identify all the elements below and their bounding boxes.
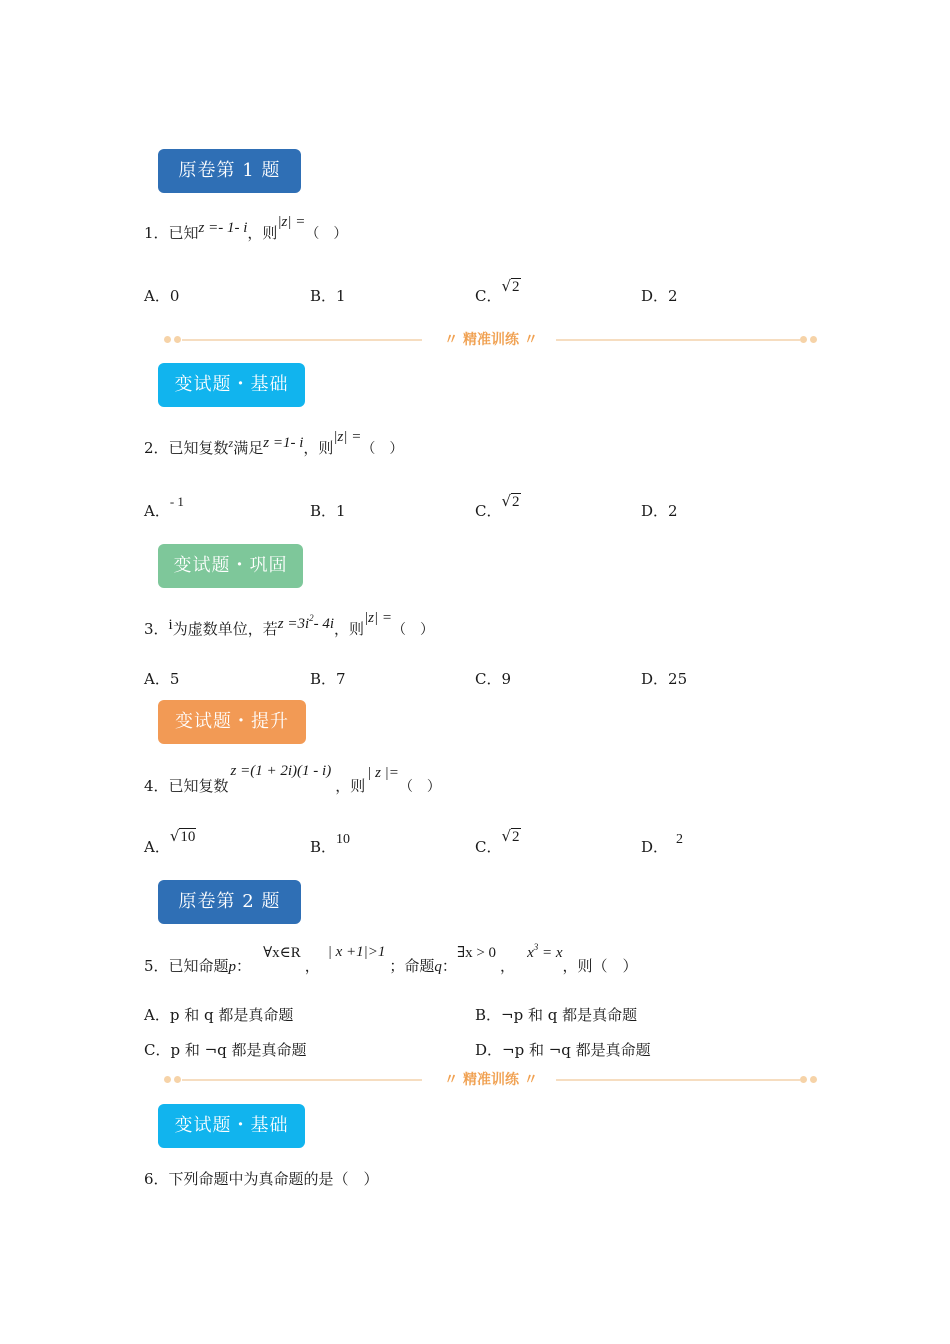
q4-number: 4．已知复数 — [144, 777, 229, 795]
q5-forall: ∀x∈R — [263, 945, 301, 961]
q5-cube-base: x — [527, 945, 534, 961]
q5-comma2: ， — [500, 957, 516, 975]
q3-option-b: B．7 — [310, 670, 346, 688]
section-badge-improve: 变试题・提升 — [158, 700, 306, 744]
q4-equation: z =(1 + 2i)(1 - i) — [230, 763, 332, 779]
question-5 — [144, 942, 638, 976]
q2-option-d: D．2 — [641, 502, 678, 520]
q1-option-a: A．0 — [144, 287, 180, 305]
q3-eq-part2: - 4i — [313, 616, 335, 632]
q1-paren: （ ） — [305, 226, 348, 242]
q1-equation: z =- 1- i — [198, 220, 248, 236]
divider-label — [164, 1070, 818, 1090]
q5-cube-exponent: 3 — [533, 942, 539, 952]
q4-option-c — [475, 827, 521, 857]
q3-equation — [277, 613, 335, 632]
q5-option-a: A．p 和 q 都是真命题 — [144, 1006, 294, 1024]
q2-option-c — [475, 492, 521, 521]
section-badge-original-1: 原卷第 1 题 — [158, 149, 301, 193]
q4-then: ，则 — [335, 777, 366, 795]
q3-number: 3． — [144, 620, 169, 638]
q1-option-d: D．2 — [641, 287, 678, 305]
q4-option-d — [641, 832, 684, 857]
q5-cube-rhs: = x — [538, 945, 563, 961]
section-badge-original-2: 原卷第 2 题 — [158, 880, 301, 924]
q2-equation: z =1- i — [263, 435, 304, 451]
q5-colon: ： — [236, 957, 252, 975]
q5-semi: ；命题 — [389, 957, 435, 975]
q2-option-c-label: C． — [475, 502, 502, 520]
divider-precision-training-2 — [164, 1070, 818, 1090]
slash-icon: 〃 — [444, 332, 463, 348]
q4-option-d-value: 2 — [676, 832, 684, 847]
divider-precision-training-1 — [164, 330, 818, 350]
q3-abs: |z| = — [364, 610, 393, 626]
q2-then: ，则 — [303, 439, 334, 457]
divider-label-text: 精准训练 — [463, 1072, 519, 1088]
sqrt-icon: √2 — [501, 827, 520, 845]
q4-option-a-label: A． — [144, 838, 170, 856]
q5-comma: ， — [304, 957, 320, 975]
divider-label-text: 精准训练 — [463, 332, 519, 348]
q1-option-c — [475, 277, 521, 306]
q5-colon2: ： — [441, 957, 457, 975]
sqrt-icon: √2 — [501, 277, 520, 295]
q1-number: 1．已知 — [144, 224, 199, 242]
q4-option-a — [144, 827, 196, 857]
q2-paren: （ ） — [361, 441, 404, 457]
q5-option-d: D．¬p 和 ¬q 都是真命题 — [475, 1041, 651, 1059]
q5-then: ，则（ ） — [562, 957, 638, 975]
q3-option-c: C．9 — [475, 670, 512, 688]
sqrt-icon: √2 — [501, 492, 520, 510]
q4-option-b-value: 10 — [336, 832, 351, 847]
slash-icon: 〃 — [519, 332, 538, 348]
divider-label — [164, 330, 818, 350]
q3-exponent: 2 — [309, 613, 314, 623]
q5-cube — [527, 942, 563, 961]
q2-mid: 满足 — [233, 439, 264, 457]
q4-option-c-value: 2 — [512, 829, 520, 845]
section-badge-consolidate: 变试题・巩固 — [158, 544, 303, 588]
q2-option-a-label: A． — [144, 502, 170, 520]
q4-option-b — [310, 832, 351, 857]
q4-abs: | z |= — [367, 765, 399, 781]
section-badge-basic-2: 变试题・基础 — [158, 1104, 305, 1148]
q4-option-c-label: C． — [475, 838, 502, 856]
q1-option-b: B．1 — [310, 287, 346, 305]
q2-option-a-value: - 1 — [169, 494, 184, 509]
q2-abs: |z| = — [333, 429, 362, 445]
q1-option-c-label: C． — [475, 287, 502, 305]
q4-option-a-value: 10 — [180, 829, 196, 845]
slash-icon: 〃 — [444, 1072, 463, 1088]
q4-option-b-label: B． — [310, 838, 337, 856]
question-3 — [144, 610, 435, 639]
q2-var: z — [228, 436, 234, 450]
q2-option-a — [144, 494, 184, 521]
question-4 — [144, 763, 441, 796]
q2-option-c-value: 2 — [512, 494, 520, 510]
question-1 — [144, 214, 348, 243]
q5-option-b: B．¬p 和 q 都是真命题 — [475, 1006, 638, 1024]
q5-p: p — [228, 959, 237, 975]
section-badge-basic-1: 变试题・基础 — [158, 363, 305, 407]
q5-number: 5．已知命题 — [144, 957, 229, 975]
q4-paren: （ ） — [398, 779, 441, 795]
question-2 — [144, 429, 404, 458]
q3-option-a: A．5 — [144, 670, 180, 688]
q1-then: ，则 — [247, 224, 278, 242]
question-6: 6．下列命题中为真命题的是（ ） — [144, 1170, 379, 1188]
sqrt-icon: √10 — [169, 827, 196, 845]
q3-option-d: D．25 — [641, 670, 688, 688]
q3-then: ，则 — [334, 620, 365, 638]
q3-eq-part1: z =3i — [277, 616, 310, 632]
q5-option-c: C．p 和 ¬q 都是真命题 — [144, 1041, 307, 1059]
q1-option-c-value: 2 — [512, 279, 520, 295]
q3-paren: （ ） — [392, 622, 435, 638]
q2-number: 2．已知复数 — [144, 439, 229, 457]
q2-option-b: B．1 — [310, 502, 346, 520]
q3-text: 为虚数单位，若 — [172, 620, 278, 638]
q3-i: i — [168, 617, 173, 633]
q4-option-d-label: D． — [641, 838, 669, 856]
q5-inequality: | x +1|>1 — [327, 944, 386, 960]
slash-icon: 〃 — [519, 1072, 538, 1088]
q1-abs: |z| = — [277, 214, 306, 230]
q5-q: q — [434, 959, 442, 975]
q5-exists: ∃x > 0 — [456, 945, 497, 961]
